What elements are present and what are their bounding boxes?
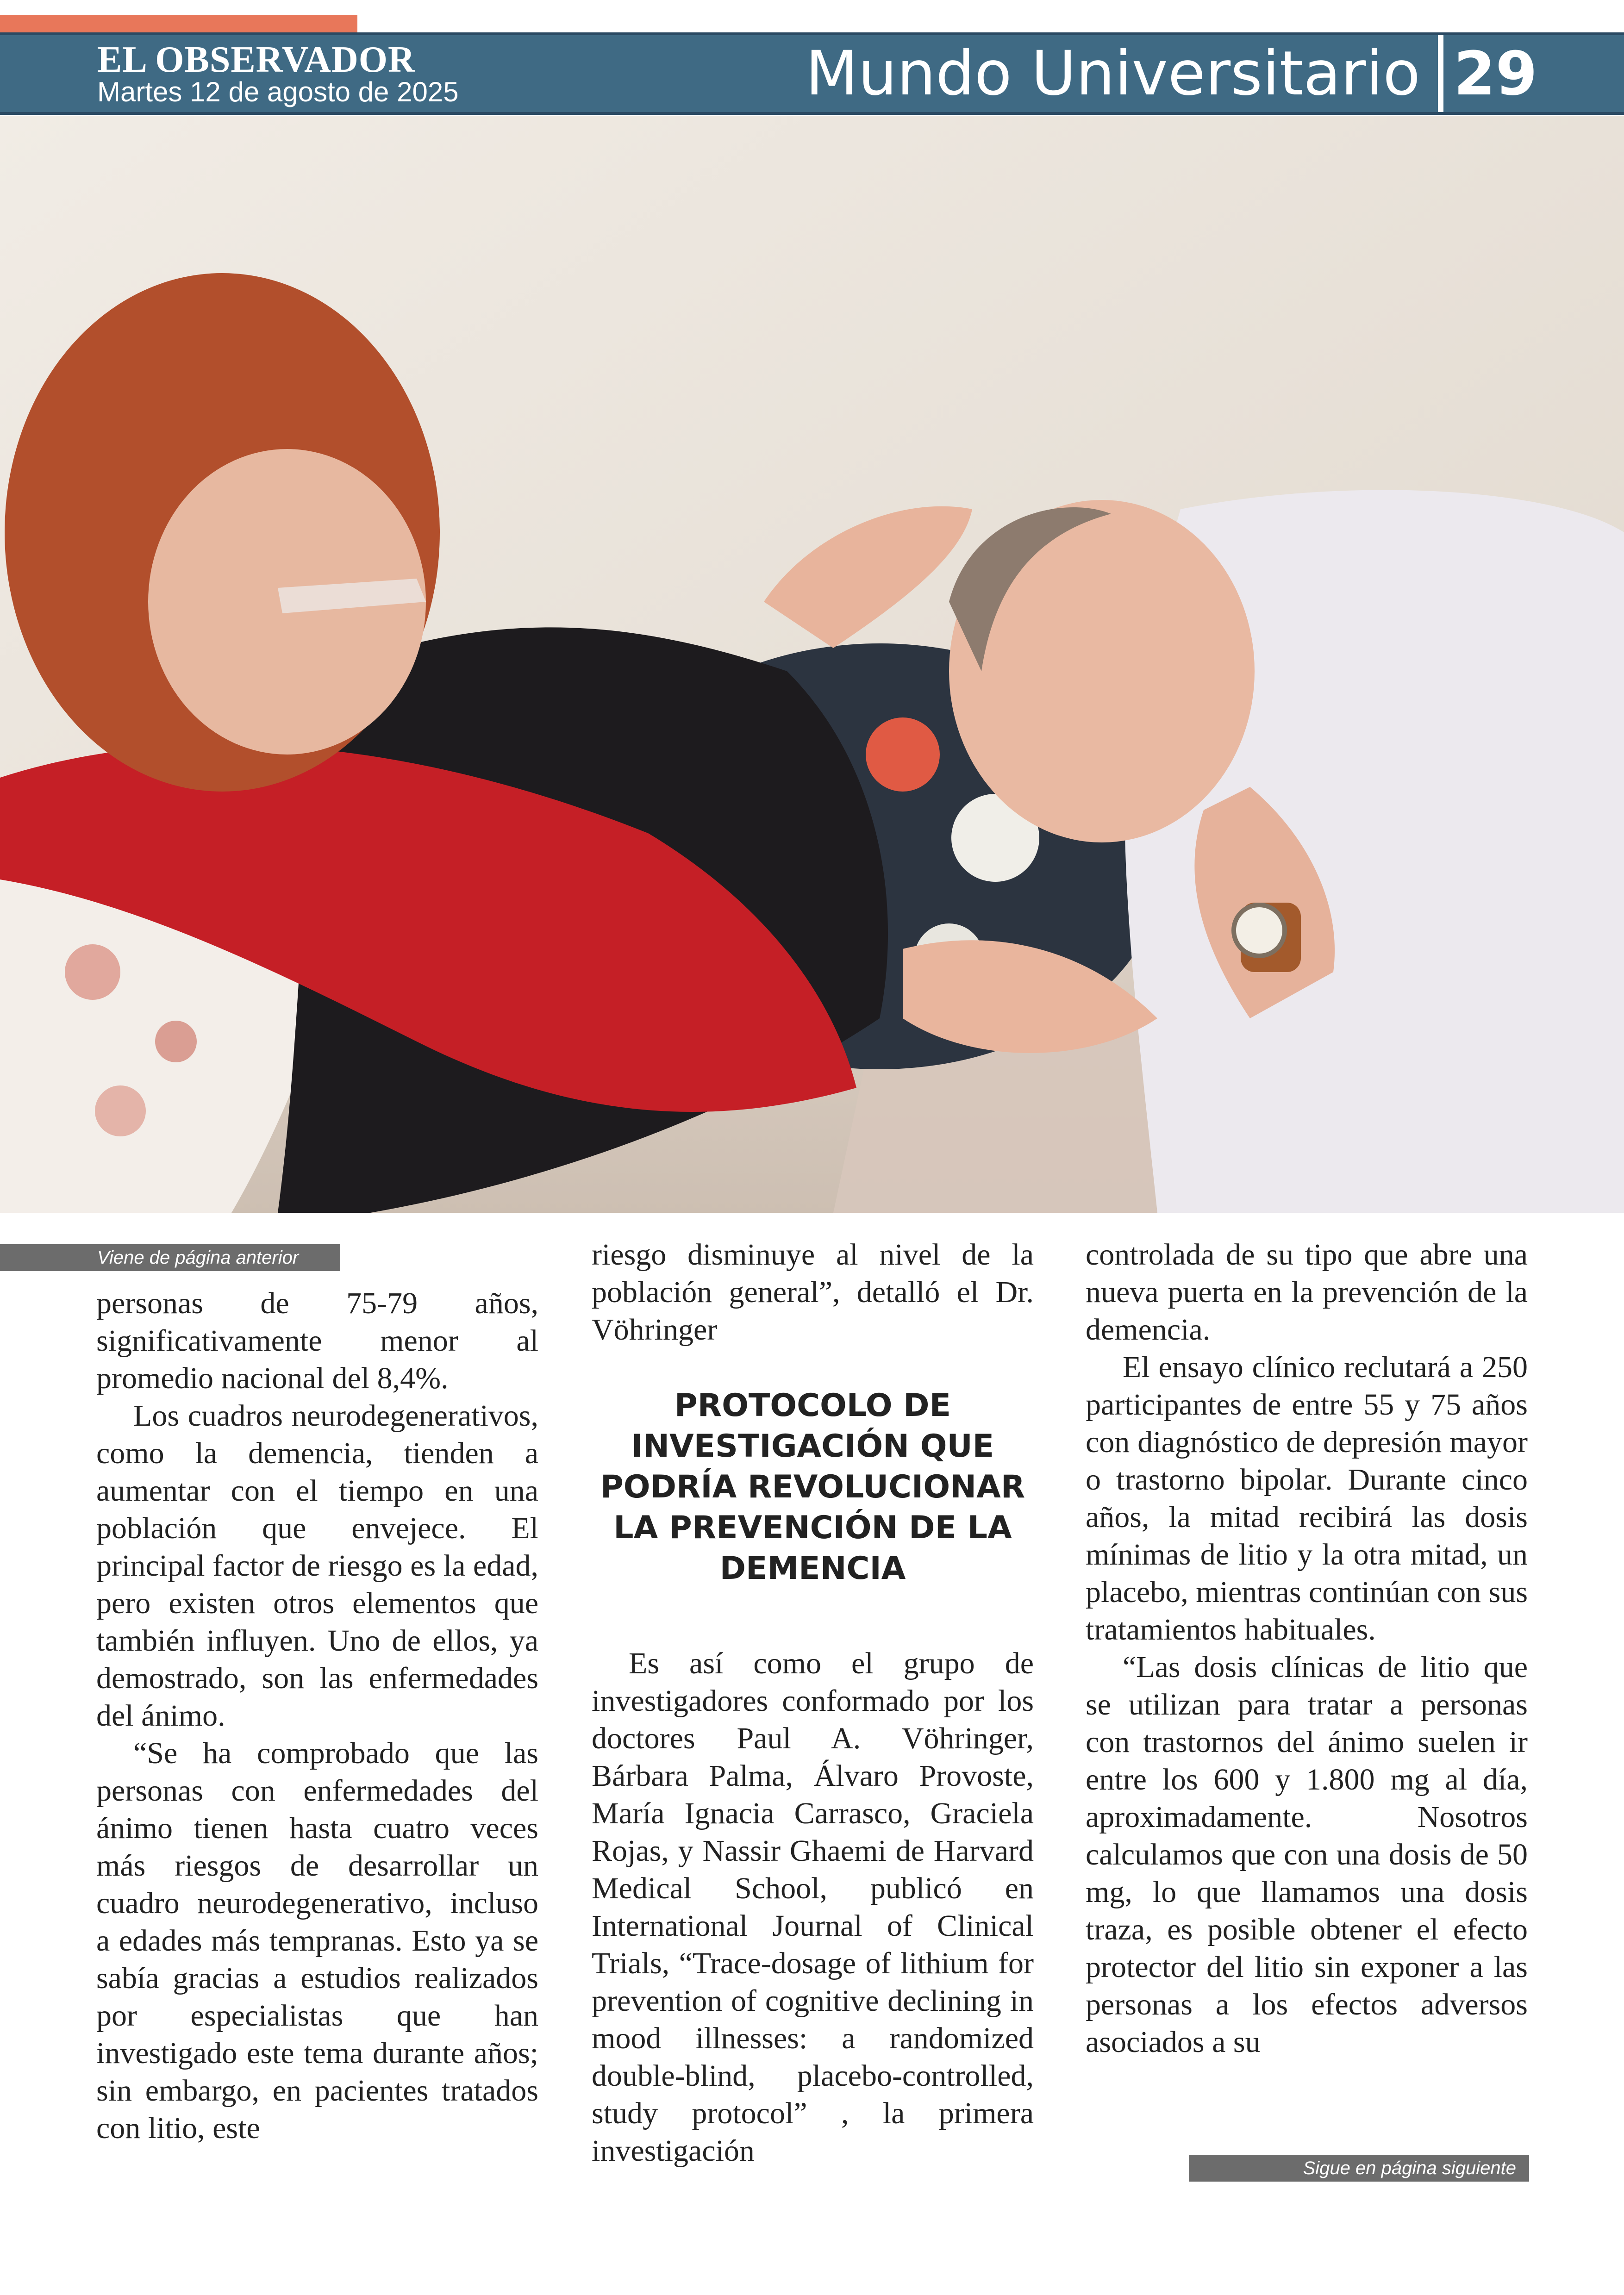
article-column-3 [1086,1236,1528,2061]
newspaper-masthead: EL OBSERVADOR [97,39,415,80]
section-title: Mundo Universitario [805,38,1420,109]
article-paragraph: Es así como el grupo de investigadores conformado por los doctores Paul A. Vöhringer, Bárbara Palma, Álvaro Provoste, María Ignacia Carrasco, Graciela Rojas, y Nassir Ghaemi de Harvard Medical School, publicó en International Journal of Clinical Trials, “Trace-dosage of lithium for prevention of cognitive declining in mood illnesses: a randomized double-blind, placebo-controlled, study protocol” , la primera investigación [592,1646,1034,2168]
header-accent-bar [0,15,357,32]
photo-illustration [0,116,1624,1213]
article-paragraph: controlada de su tipo que abre una nueva puerta en la prevención de la demencia. [1086,1238,1528,1347]
article-paragraph: El ensayo clínico reclutará a 250 participantes de entre 55 y 75 años con diagnóstico de depresión mayor o trastorno bipolar. Durante cinco años, la mitad recibirá las dosis mínimas de litio y la otra mitad, un placebo, mientras continúan con sus tratamientos habituales. [1086,1350,1528,1646]
article-paragraph: riesgo disminuye al nivel de la población general”, detalló el Dr. Vöhringer [592,1238,1034,1347]
continues-on-next-tag: Sigue en página siguiente [1189,2155,1529,2182]
page-number: 29 [1454,38,1537,109]
article-paragraph: Los cuadros neurodegenerativos, como la demencia, tienden a aumentar con el tiempo en una población que envejece. El principal factor de riesgo es la edad, pero existen otros elementos que también influyen. Uno de ellos, ya demostrado, son las enfermedades del ánimo. [96,1399,538,1733]
article-subheading: PROTOCOLO DE INVESTIGACIÓN QUE PODRÍA REVOLUCIONAR LA PREVENCIÓN DE LA DEMENCIA [600,1387,1025,1587]
article-paragraph: personas de 75-79 años, significativamente menor al promedio nacional del 8,4%. [96,1286,538,1395]
continued-from-previous-tag: Viene de página anterior [0,1244,340,1271]
elderly-couple-resting-photo [0,116,1624,1213]
issue-date: Martes 12 de agosto de 2025 [97,76,459,107]
article-column-1 [96,1285,538,2147]
header-divider [1438,35,1443,112]
article-paragraph: “Las dosis clínicas de litio que se utilizan para tratar a personas con trastornos del ánimo suelen ir entre los 600 y 1.800 mg al día, aproximadamente. Nosotros calculamos que con una dosis de 50 mg, lo que llamamos una dosis traza, es posible obtener el efecto protector del litio sin exponer a las personas a los efectos adversos asociados a su [1086,1650,1528,2059]
page-header [0,35,1624,115]
article-column-2 [592,1236,1034,2170]
article-paragraph: “Se ha comprobado que las personas con enfermedades del ánimo tienen hasta cuatro veces más riesgos de desarrollar un cuadro neurodegenerativo, incluso a edades más tempranas. Esto ya se sabía gracias a estudios realizados por especialistas que han investigado este tema durante años; sin embargo, en pacientes tratados con litio, este [96,1736,538,2145]
